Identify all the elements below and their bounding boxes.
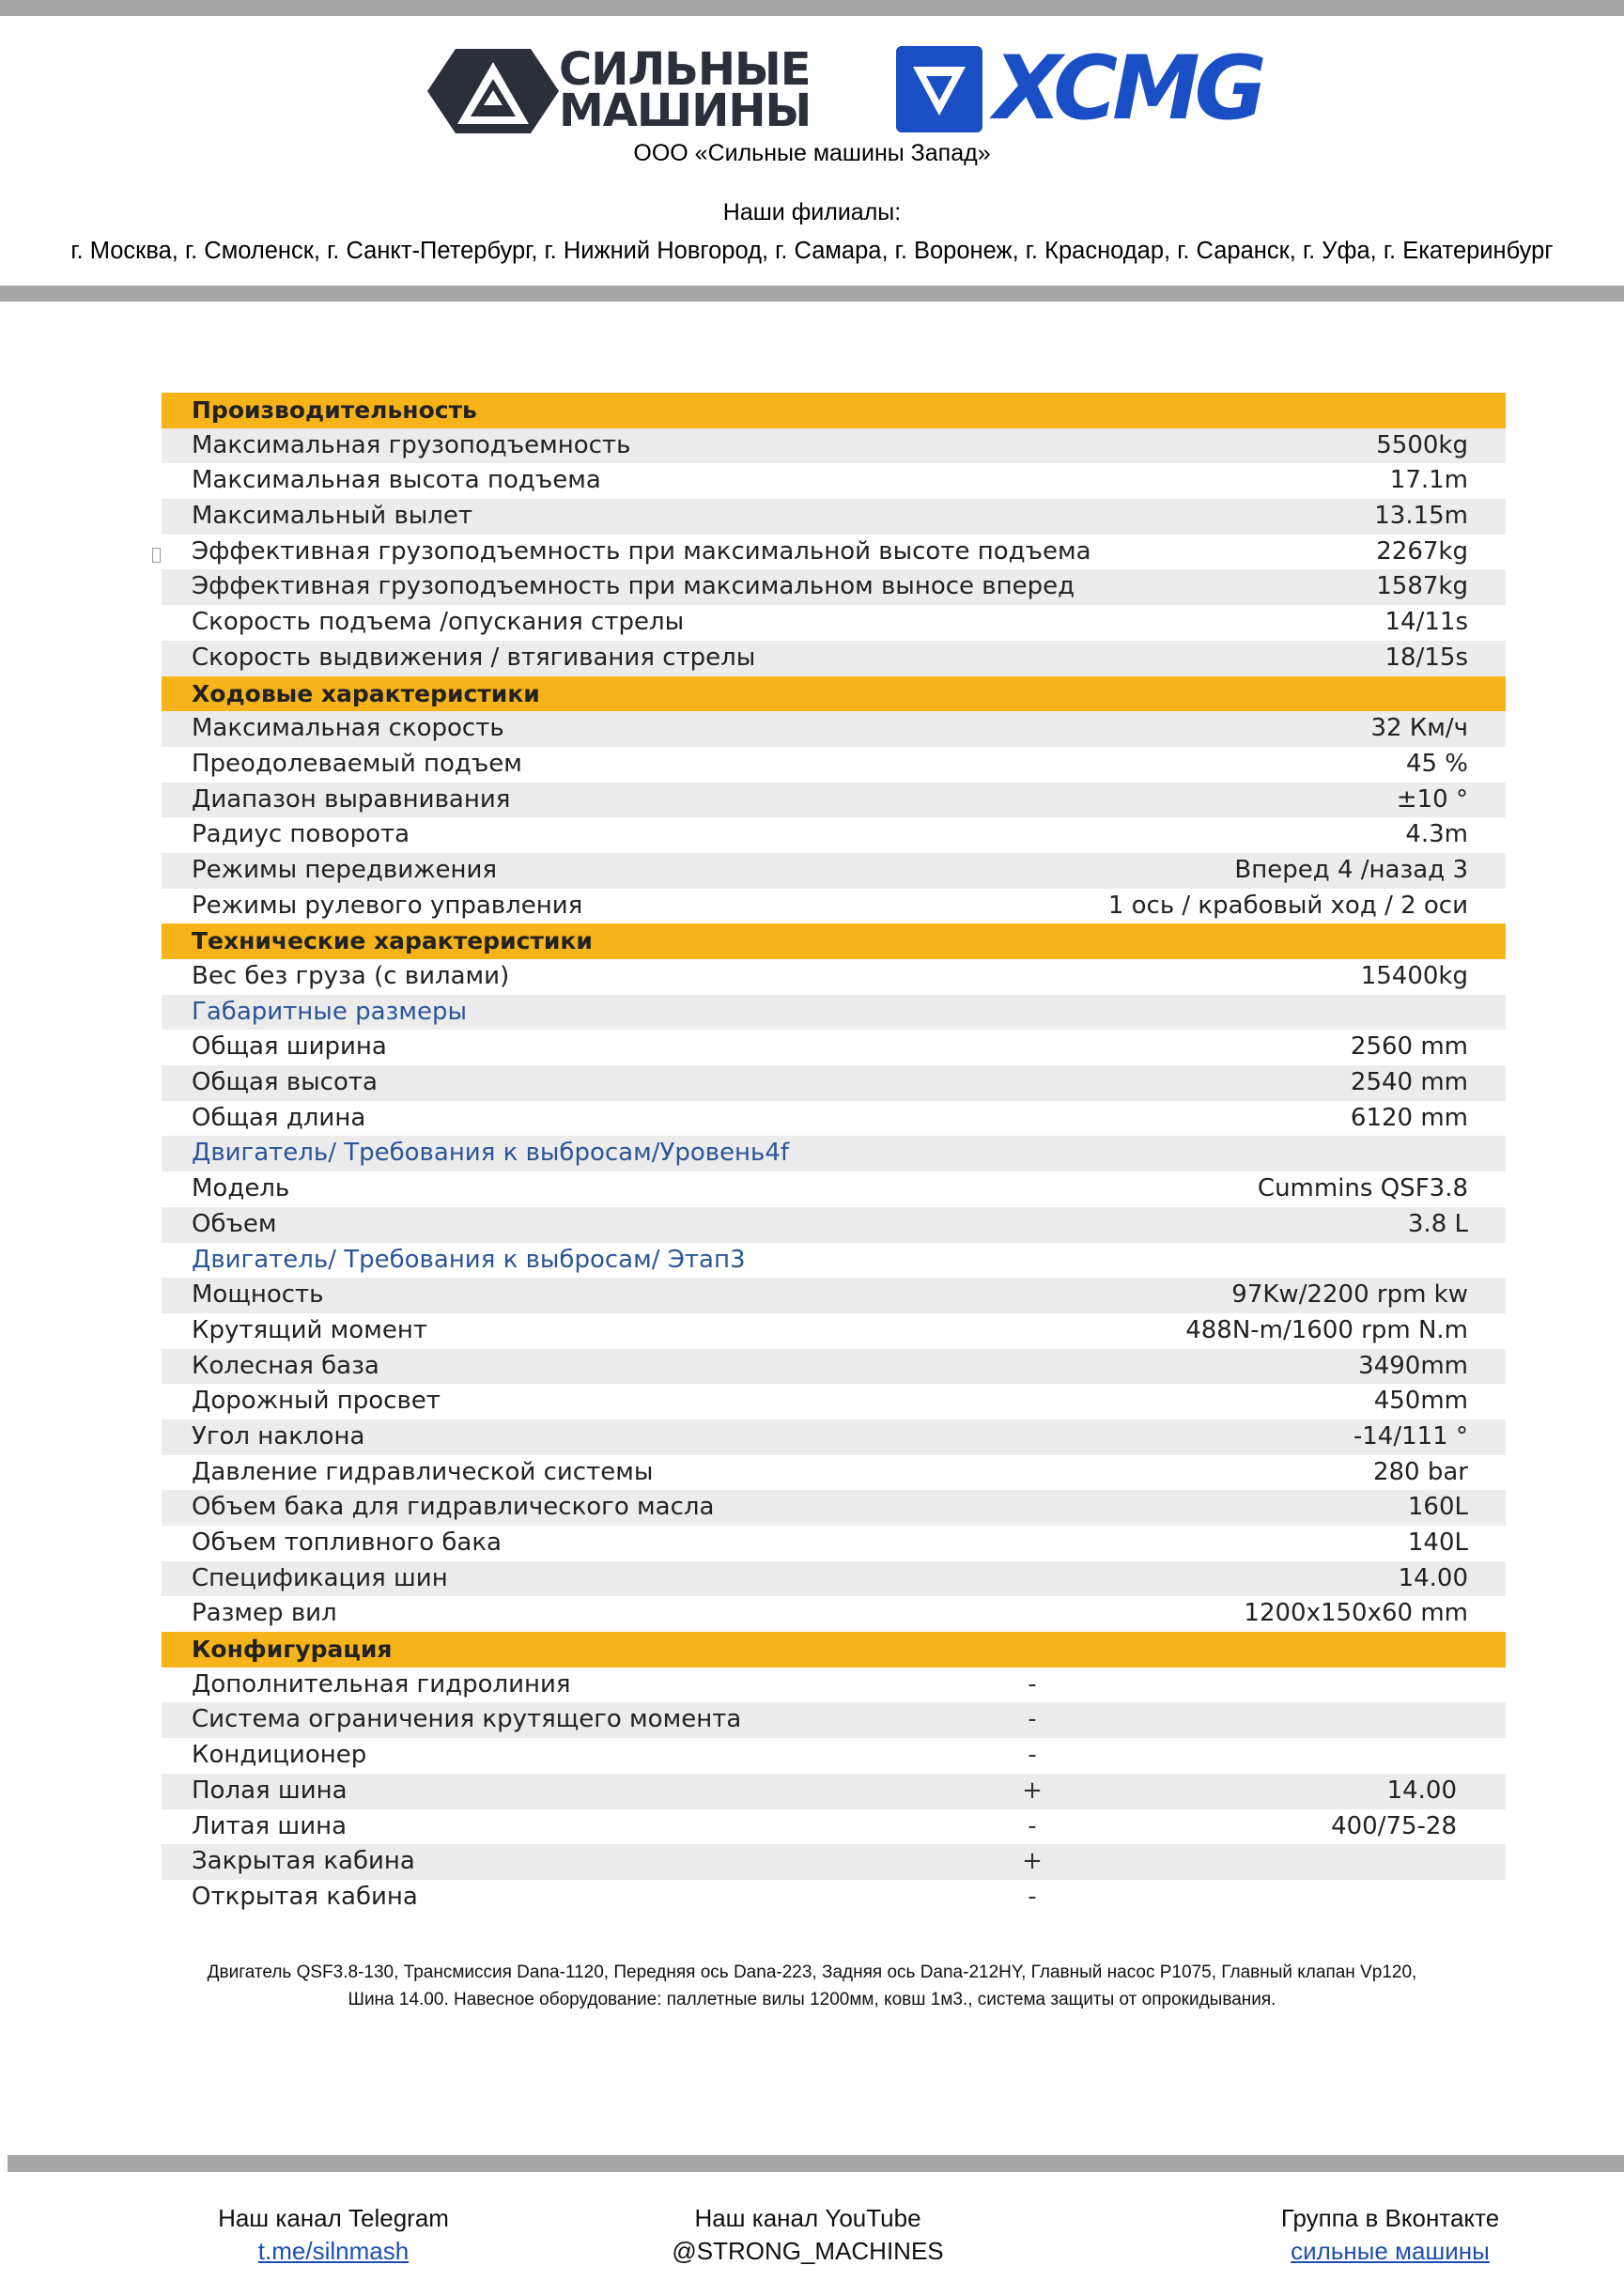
spec-label: Давление гидравлической системы [192,1457,654,1486]
spec-value: 280 bar [1372,1457,1468,1486]
spec-value: 160L [1407,1493,1468,1522]
spec-value: 1200x150x60 mm [1244,1599,1468,1628]
spec-label: Максимальная грузоподъемность [192,430,631,459]
spec-row [162,783,1506,818]
spec-row [162,535,1506,570]
spec-row [162,1880,1506,1916]
spec-value: 140L [1407,1528,1468,1557]
spec-availability: + [1022,1776,1043,1805]
spec-row [162,1243,1506,1279]
spec-value: 1587kg [1376,572,1468,601]
spec-value: 13.15m [1374,502,1468,531]
section-header-performance [162,393,1506,428]
company-name: ООО «Сильные машины Запад» [633,140,991,166]
spec-row [162,1490,1506,1526]
spec-row [162,1668,1506,1703]
spec-label: Габаритные размеры [192,997,467,1026]
spec-label: Режимы рулевого управления [192,891,583,920]
spec-label: Дополнительная гидролиния [192,1669,571,1699]
spec-label: Общая длина [192,1103,366,1132]
spec-label: Режимы передвижения [192,855,498,884]
spec-value: 32 Км/ч [1370,714,1468,743]
branches-list: г. Москва, г. Смоленск, г. Санкт-Петербург, г. Нижний Новгород, г. Самара, г. Воронеж, г. Краснодар, г. Саранск, г. Уфа, г. Екатеринбург [70,238,1554,264]
spec-label: Открытая кабина [192,1882,418,1911]
spec-row [162,1384,1506,1419]
spec-row [162,1419,1506,1455]
spec-label: Полая шина [192,1776,348,1805]
spec-label: Максимальная высота подъема [192,466,601,495]
spec-row [162,1171,1506,1207]
spec-row [162,605,1506,641]
spec-label: Размер вил [192,1599,337,1628]
section-header-driving [162,676,1506,712]
spec-label: Кондиционер [192,1741,367,1770]
spec-value: 45 % [1405,749,1468,778]
spec-row [162,1774,1506,1809]
section-title: Производительность [192,396,477,424]
spec-row [162,1561,1506,1597]
spec-value: 14.00 [1386,1776,1457,1805]
silnye-mashiny-logo [427,43,869,137]
spec-row [162,1065,1506,1101]
spec-row [162,711,1506,747]
spec-label: Эффективная грузоподъемность при максимальном выносе вперед [192,572,1075,601]
vk-title: Группа в Вконтакте [1280,2204,1500,2232]
spec-value: 97Kw/2200 rpm kw [1231,1280,1468,1310]
spec-label: Система ограничения крутящего момента [192,1705,742,1734]
spec-row [162,853,1506,889]
spec-value: 5500kg [1376,430,1468,459]
spec-row [162,1101,1506,1137]
spec-value: 3490mm [1358,1351,1468,1380]
footer-vk [1240,2202,1540,2268]
spec-label: Объем бака для гидравлического масла [192,1493,715,1522]
brand-name-line1: СИЛЬНЫЕ [559,43,811,96]
spec-value: 17.1m [1389,466,1468,495]
spec-value: 6120 mm [1350,1103,1468,1132]
equipment-note: Двигатель QSF3.8-130, Трансмиссия Dana-1120, Передняя ось Dana-223, Задняя ось Dana-212HY, Главный насос P1075, Главный клапан Vp120, Шина 14.00. Навесное оборудование: паллетные вилы 1200мм, ковш 1м3., система защиты от опрокидывания. [207,1962,1417,2009]
youtube-title: Наш канал YouTube [694,2204,921,2232]
spec-label: Двигатель/ Требования к выбросам/Уровень4f [192,1139,790,1168]
spec-value: 488N-m/1600 rpm N.m [1185,1315,1468,1344]
spec-value: 3.8 L [1407,1209,1468,1238]
spec-value: 15400kg [1360,962,1468,990]
spec-row [162,1136,1506,1171]
section-header-configuration [162,1632,1506,1668]
spec-label: Скорость выдвижения / втягивания стрелы [192,643,756,672]
spec-value: 2540 mm [1350,1068,1468,1097]
spec-row [162,641,1506,676]
spec-row [162,569,1506,605]
spec-row [162,1809,1506,1845]
spec-value: ±10 ° [1396,784,1468,814]
spec-value: 18/15s [1384,643,1468,672]
spec-value: 450mm [1373,1387,1468,1416]
spec-value: 4.3m [1405,820,1468,849]
spec-label: Закрытая кабина [192,1847,415,1876]
brand-name-line2: МАШИНЫ [559,85,812,137]
spec-value: 14.00 [1398,1563,1468,1592]
xcmg-logo [892,38,1287,140]
vk-link[interactable]: сильные машины [1291,2237,1490,2265]
footer-telegram [197,2202,470,2268]
spec-row [162,1596,1506,1632]
spec-row [162,747,1506,783]
spec-availability: - [1028,1741,1037,1770]
spec-label: Общая высота [192,1068,378,1097]
spec-row [162,428,1506,464]
spec-availability: - [1028,1811,1037,1840]
spec-label: Мощность [192,1280,324,1310]
spec-row [162,1030,1506,1065]
spec-value: Cummins QSF3.8 [1257,1174,1468,1203]
spec-value: Вперед 4 /назад 3 [1234,855,1468,884]
spec-value: 14/11s [1384,608,1468,637]
spec-label: Эффективная грузоподъемность при максимальной высоте подъема [192,536,1091,566]
spec-availability: + [1022,1847,1043,1876]
spec-label: Максимальный вылет [192,502,473,531]
spec-value: 1 ось / крабовый ход / 2 оси [1107,891,1468,920]
spec-label: Двигатель/ Требования к выбросам/ Этап3 [192,1245,746,1274]
top-rule [0,0,1624,16]
section-title: Конфигурация [192,1636,393,1664]
spec-availability: - [1028,1882,1037,1911]
spec-label: Угол наклона [192,1421,365,1451]
spec-value: 2267kg [1376,536,1468,566]
spec-label: Общая ширина [192,1032,387,1062]
spec-label: Объем топливного бака [192,1528,502,1557]
section-header-technical [162,923,1506,959]
section-title: Ходовые характеристики [192,679,540,707]
spec-label: Дорожный просвет [192,1387,441,1416]
spec-label: Объем [192,1209,277,1238]
spec-label: Вес без груза (с вилами) [192,962,510,990]
spec-label: Крутящий момент [192,1315,427,1344]
spec-label: Модель [192,1174,290,1203]
xcmg-wordmark: XCMG [994,38,1261,140]
spec-row [162,1738,1506,1774]
youtube-handle[interactable]: @STRONG_MACHINES [672,2237,944,2265]
header-rule [0,286,1624,302]
spec-row [162,1526,1506,1561]
telegram-title: Наш канал Telegram [218,2204,449,2232]
footer-rule [8,2155,1624,2172]
spec-value: 2560 mm [1350,1032,1468,1062]
spec-table [162,393,1506,1916]
spec-availability: - [1028,1669,1037,1699]
spec-row [162,1844,1506,1880]
spec-label: Спецификация шин [192,1563,448,1592]
spec-row [162,1278,1506,1313]
spec-row [162,959,1506,995]
spec-row [162,1702,1506,1738]
section-title: Технические характеристики [192,927,593,955]
xcmg-mark-icon [892,42,986,136]
spec-row [162,499,1506,535]
spec-row [162,1313,1506,1349]
spec-value: 400/75-28 [1331,1811,1457,1840]
spec-label: Колесная база [192,1351,379,1380]
spec-row [162,817,1506,853]
spec-label: Скорость подъема /опускания стрелы [192,608,685,637]
brand-mark-icon [427,49,559,133]
spec-label: Литая шина [192,1811,348,1840]
spec-row [162,463,1506,499]
spec-row [162,1349,1506,1385]
branches-label: Наши филиалы: [722,199,902,225]
side-anchor-icon [152,548,161,563]
spec-label: Преодолеваемый подъем [192,749,522,778]
spec-row [162,995,1506,1031]
spec-label: Диапазон выравнивания [192,784,511,814]
footer-youtube [657,2202,958,2268]
spec-row [162,1207,1506,1243]
telegram-link[interactable]: t.me/silnmash [257,2237,410,2265]
spec-availability: - [1028,1705,1037,1734]
spec-row [162,889,1506,924]
spec-value: -14/111 ° [1353,1421,1468,1451]
spec-label: Максимальная скорость [192,714,504,743]
spec-label: Радиус поворота [192,820,410,849]
spec-row [162,1455,1506,1491]
